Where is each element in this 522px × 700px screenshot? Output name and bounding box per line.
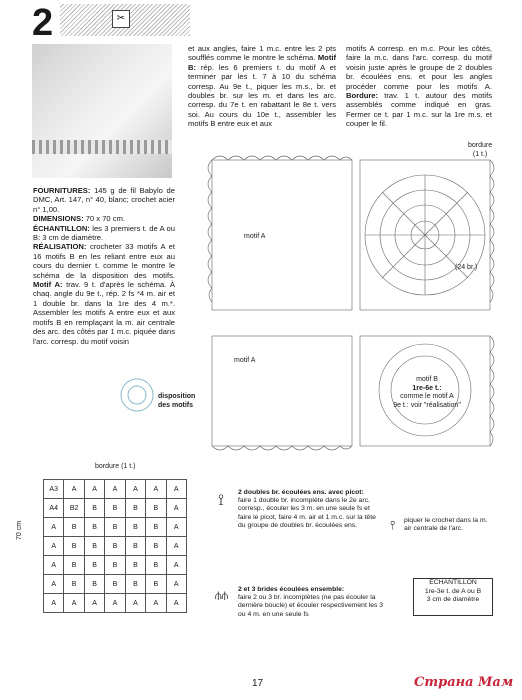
grid-cell: B [105,575,125,594]
grid-cell: A [166,575,186,594]
grid-cell: B [105,537,125,556]
diagram-bordure-text: bordure [468,142,493,149]
grid-cell: A [44,594,64,613]
grid-cell: A [166,518,186,537]
grid-cell: B [64,575,84,594]
grid-cell: B [125,575,145,594]
echantillon-value: les 3 premiers t. de A ou B: 3 cm de diamètre. [33,223,175,243]
motif-a-label: Motif A: [33,280,63,290]
grid-cell: A [105,594,125,613]
grid-cell: A3 [44,480,64,499]
grid-cell: B [125,499,145,518]
lace-photo [32,44,172,178]
grid-cell: B [64,518,84,537]
grid-cell: A [44,556,64,575]
legend-item1-text: faire 1 double br. incomplète dans le 2e arc. corresp., écouler les 3 m. en une seule fs et faire le picot, faire 4 m. air et 1 m.c. sur la tête du groupe de doubles br. écoulées ens. [238,497,376,529]
disposition-label: disposition des motifs [158,393,196,409]
grid-cell: A [125,594,145,613]
motif-a-square-2 [212,336,352,446]
grid-row [44,556,187,575]
grid-cell: B [146,556,166,575]
motif-layout-grid [43,479,187,613]
fournitures-label: FOURNITURES: [33,186,91,195]
legend-item1-title: 2 doubles br. écoulées ens. avec picot: [238,489,364,496]
fournitures-value: 145 g de fil Babylo de DMC, Art. 147, n° 40, blanc; crochet acier n° 1,00. [33,186,175,214]
grid-cell: B [146,499,166,518]
legend-item3-text: faire 2 ou 3 br. incomplètes (ne pas écouler la dernière boucle) et écouler respectivement les 3 ou 4 m. en une seule fs [238,594,384,618]
grid-cell: A4 [44,499,64,518]
grid-cell: A [166,480,186,499]
bordure-label: Bordure: [346,91,379,101]
pattern-number: 2 [32,2,54,44]
grid-cell: B [84,575,104,594]
dimensions-label: DIMENSIONS: [33,214,84,224]
motif-b-title: motif B [416,376,438,383]
diagram-motif-a-2: motif A [234,357,256,364]
grid-cell: A [44,518,64,537]
grid-cell: B [64,537,84,556]
realisation-value: crocheter 33 motifs A et 16 motifs B en les reliant entre eux au cours du dernier t. comme le montre le schéma de la disposition des motifs. [33,242,175,280]
grid-cell: A [125,480,145,499]
diagram-bordure-label [468,141,492,159]
crochet-diagram [200,140,500,460]
pin-symbol-icon: ⫯ [390,518,396,532]
grid-cell: A [166,556,186,575]
legend-item1 [238,489,376,530]
column3-part2: trav. 1 t. autour des motifs assemblés comme indiqué en gras. Fermer ce t. par 1 m.c. sur la 1re m.s. et couper le fil. [346,91,492,129]
grid-cell: B [105,499,125,518]
echantillon-box-line1: ÉCHANTILLON [429,579,477,586]
motif-a-value: trav. 9 t. d'après le schéma. À chaq. angle du 9e t., rép. 2 fs *4 m. air et 1 double br. dans la 1re des 4 m.*. Assembler les motifs A entre eux et aux motifs B en remplaçant la m. air centrale des arc. des côtés par 1 m.c. piquée dans l'arc. corresp. du motif voisin [33,280,175,346]
grid-cell: B [84,556,104,575]
grid-cell: A [84,594,104,613]
column3-text [346,44,492,129]
grid-row [44,499,187,518]
grid-cell: B2 [64,499,84,518]
grid-cell: B [105,556,125,575]
grid-cell: B [125,537,145,556]
cluster-symbol-icon: ⫛⫛ [215,590,229,602]
disposition-sketch [112,375,162,415]
realisation-label: RÉALISATION: [33,242,87,252]
grid-bordure-label: bordure (1 t.) [95,463,136,470]
motif-a-square-1 [212,160,352,310]
grid-row [44,537,187,556]
grid-cell: A [64,480,84,499]
grid-cell: A [105,480,125,499]
diagram-count-label: (24 br.) [455,264,478,271]
diagram-bordure-sub: (1 t.) [472,151,488,158]
legend-item3 [238,586,388,619]
legend-item2: piquer le crochet dans la m. air centrale de l'arc. [404,517,488,533]
echantillon-box-line2: 1re-3e t. de A ou B [424,587,482,595]
grid-row [44,480,187,499]
column2-text [188,44,336,129]
grid-cell: A [44,575,64,594]
echantillon-box-line3: 3 cm de diamètre [426,596,480,603]
flower-petals [365,175,485,295]
echantillon-label: ÉCHANTILLON: [33,223,90,233]
grid-cell: B [146,518,166,537]
grid-size-label: 70 cm [16,520,23,540]
legend-item3-title: 2 et 3 brides écoulées ensemble: [238,586,345,593]
grid-cell: B [105,518,125,537]
grid-row [44,594,187,613]
grid-cell: A [64,594,84,613]
grid-cell: B [84,518,104,537]
grid-cell: A [146,480,166,499]
grid-cell: A [166,594,186,613]
motif-b-rows2: 9e t.: voir "réalisation" [393,401,461,409]
grid-cell: A [44,537,64,556]
page-number: 17 [252,678,264,689]
dimensions-value: 70 x 70 cm. [83,214,126,224]
motif-b-label: Motif B: [188,53,336,72]
grid-cell: A [166,499,186,518]
grid-cell: A [146,594,166,613]
grid-cell: B [84,537,104,556]
grid-cell: B [146,537,166,556]
fournitures-text [33,186,175,346]
diagram-motif-b [384,376,470,410]
grid-cell: A [84,480,104,499]
lace-edge [32,140,172,154]
motif-b-desc: comme le motif A [400,393,454,400]
scissors-icon: ✂ [112,10,130,28]
grid-row [44,575,187,594]
column2-part1: et aux angles, faire 1 m.c. entre les 2 pts soufflés comme le montre le schéma. [188,44,336,63]
grid-cell: B [84,499,104,518]
echantillon-box [413,578,493,616]
column2-part2: rép. les 6 premiers t. du motif A et terminer par les t. 7 à 10 du schéma corresp. Au 9e t., piquer les m.s., br. et doubles br. sur les m. et dans les arc. corresp. du 7e t. en rabattant le 8e t. vers soi. Au cours du 10e t., assembler les motifs B entre eux et aux [188,62,336,129]
grid-cell: B [125,556,145,575]
double-crochet-symbol-icon: ⟟ [218,492,224,509]
motif-a-1-scallops [212,156,352,160]
column3-part1: motifs A corresp. en m.c. Pour les côtés, faire la m.c. dans l'arc. corresp. du motif voisin juste après le groupe de 2 doubles br. écoulées ens. et pour les angles procéder comme pour les motifs A. [346,44,492,91]
motif-b-rows: 1re-6e t.: [412,384,442,392]
grid-cell: B [64,556,84,575]
site-watermark: Страна Мам [414,675,514,690]
grid-cell: B [125,518,145,537]
grid-cell: A [166,537,186,556]
diagram-motif-a-1: motif A [244,233,266,240]
grid-cell: B [146,575,166,594]
grid-row [44,518,187,537]
